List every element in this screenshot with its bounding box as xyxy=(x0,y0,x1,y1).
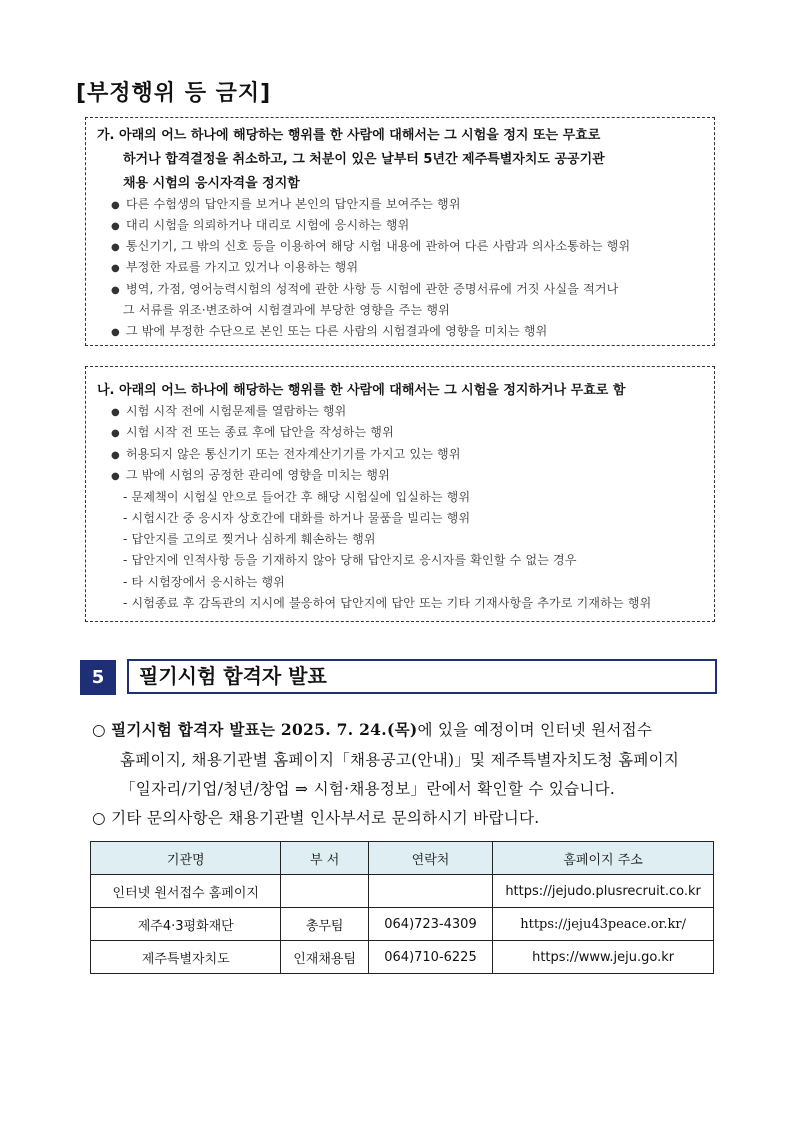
box-ga-title-line: 가. 아래의 어느 하나에 해당하는 행위를 한 사람에 대해서는 그 시험을 정지 또는 무효로 xyxy=(97,128,601,143)
column-header: 연락처 xyxy=(368,842,492,875)
misconduct-box-ga xyxy=(85,117,715,346)
table-row xyxy=(91,941,714,974)
announcement-paragraph-line: 홈페이지, 채용기관별 홈페이지「채용공고(안내)」및 제주특별자치도청 홈페이지 xyxy=(120,751,680,769)
bullet-icon: ● xyxy=(111,221,120,232)
table-cell: 인재채용팀 xyxy=(281,941,368,974)
table-cell: 인터넷 원서접수 홈페이지 xyxy=(91,875,281,908)
list-item: ● 시험 시작 전 또는 종료 후에 답안을 작성하는 행위 xyxy=(111,425,394,439)
circle-marker-icon: ○ xyxy=(92,721,106,739)
bullet-icon: ● xyxy=(111,285,120,296)
contact-table xyxy=(90,841,714,974)
inquiry-paragraph: ○ 기타 문의사항은 채용기관별 인사부서로 문의하시기 바랍니다. xyxy=(92,809,540,827)
box-na-title: 나. 아래의 어느 하나에 해당하는 행위를 한 사람에 대해서는 그 시험을 정지하거나 무효로 함 xyxy=(97,383,626,398)
column-header: 홈페이지 주소 xyxy=(493,842,714,875)
column-header: 기관명 xyxy=(91,842,281,875)
box-ga-title-line: 채용 시험의 응시자격을 정지함 xyxy=(123,176,300,191)
sub-list-item: - 답안지에 인적사항 등을 기재하지 않아 당해 답안지로 응시자를 확인할 수 없는 경우 xyxy=(123,553,577,567)
announcement-paragraph-line: 「일자리/기업/청년/창업 ⇒ 시험·채용정보」란에서 확인할 수 있습니다. xyxy=(120,780,616,798)
sub-list-item: - 시험시간 중 응시자 상호간에 대화를 하거나 물품을 빌리는 행위 xyxy=(123,511,471,525)
list-item: ● 다른 수험생의 답안지를 보거나 본인의 답안지를 보여주는 행위 xyxy=(111,197,461,211)
misconduct-box-na xyxy=(85,366,715,622)
bullet-icon: ● xyxy=(111,450,120,461)
table-row xyxy=(91,875,714,908)
announcement-paragraph: ○ 필기시험 합격자 발표는 2025. 7. 24.(목)에 있을 예정이며 인터넷 원서접수 xyxy=(92,720,653,739)
circle-marker-icon: ○ xyxy=(92,809,106,827)
homepage-link[interactable]: https://jeju43peace.or.kr/ xyxy=(493,908,714,941)
list-item: ● 병역, 가점, 영어능력시험의 성적에 관한 사항 등 시험에 관한 증명서류에 거짓 사실을 적거나 xyxy=(111,282,619,296)
list-item: ● 통신기기, 그 밖의 신호 등을 이용하여 해당 시험 내용에 관하여 다른 사람과 의사소통하는 행위 xyxy=(111,239,631,253)
homepage-link[interactable]: https://jejudo.plusrecruit.co.kr xyxy=(493,875,714,908)
section-title: 필기시험 합격자 발표 xyxy=(127,659,717,694)
box-ga-title-line: 하거나 합격결정을 취소하고, 그 처분이 있은 날부터 5년간 제주특별자치도 공공기관 xyxy=(123,152,605,167)
table-cell: 064)723-4309 xyxy=(368,908,492,941)
table-cell: 제주특별자치도 xyxy=(91,941,281,974)
section-heading-misconduct: [부정행위 등 금지] xyxy=(76,81,272,106)
sub-list-item: - 시험종료 후 감독관의 지시에 불응하여 답안지에 답안 또는 기타 기재사항을 추가로 기재하는 행위 xyxy=(123,596,652,610)
table-cell xyxy=(281,875,368,908)
table-header-row xyxy=(91,842,714,875)
sub-list-item: - 답안지를 고의로 찢거나 심하게 훼손하는 행위 xyxy=(123,532,376,546)
table-row xyxy=(91,908,714,941)
sub-list-item: - 문제책이 시험실 안으로 들어간 후 해당 시험실에 입실하는 행위 xyxy=(123,490,471,504)
list-item-continuation: 그 서류를 위조·변조하여 시험결과에 부당한 영향을 주는 행위 xyxy=(123,303,450,317)
bullet-icon: ● xyxy=(111,471,120,482)
bullet-icon: ● xyxy=(111,407,120,418)
list-item: ● 허용되지 않은 통신기기 또는 전자계산기기를 가지고 있는 행위 xyxy=(111,447,461,461)
bullet-icon: ● xyxy=(111,242,120,253)
list-item: ● 대리 시험을 의뢰하거나 대리로 시험에 응시하는 행위 xyxy=(111,218,410,232)
sub-list-item: - 타 시험장에서 응시하는 행위 xyxy=(123,575,286,589)
list-item: ● 시험 시작 전에 시험문제를 열람하는 행위 xyxy=(111,404,347,418)
list-item: ● 그 밖에 시험의 공정한 관리에 영향을 미치는 행위 xyxy=(111,468,390,482)
table-cell: 064)710-6225 xyxy=(368,941,492,974)
table-cell: 제주4·3평화재단 xyxy=(91,908,281,941)
homepage-link[interactable]: https://www.jeju.go.kr xyxy=(493,941,714,974)
bullet-icon: ● xyxy=(111,327,120,338)
section-number-badge: 5 xyxy=(80,660,116,695)
bullet-icon: ● xyxy=(111,263,120,274)
column-header: 부 서 xyxy=(281,842,368,875)
bullet-icon: ● xyxy=(111,428,120,439)
list-item: ● 부정한 자료를 가지고 있거나 이용하는 행위 xyxy=(111,260,359,274)
table-cell xyxy=(368,875,492,908)
bullet-icon: ● xyxy=(111,200,120,211)
table-cell: 총무팀 xyxy=(281,908,368,941)
list-item: ● 그 밖에 부정한 수단으로 본인 또는 다른 사람의 시험결과에 영향을 미치는 행위 xyxy=(111,324,548,338)
announcement-date-bold: 필기시험 합격자 발표는 2025. 7. 24.(목) xyxy=(111,720,418,739)
